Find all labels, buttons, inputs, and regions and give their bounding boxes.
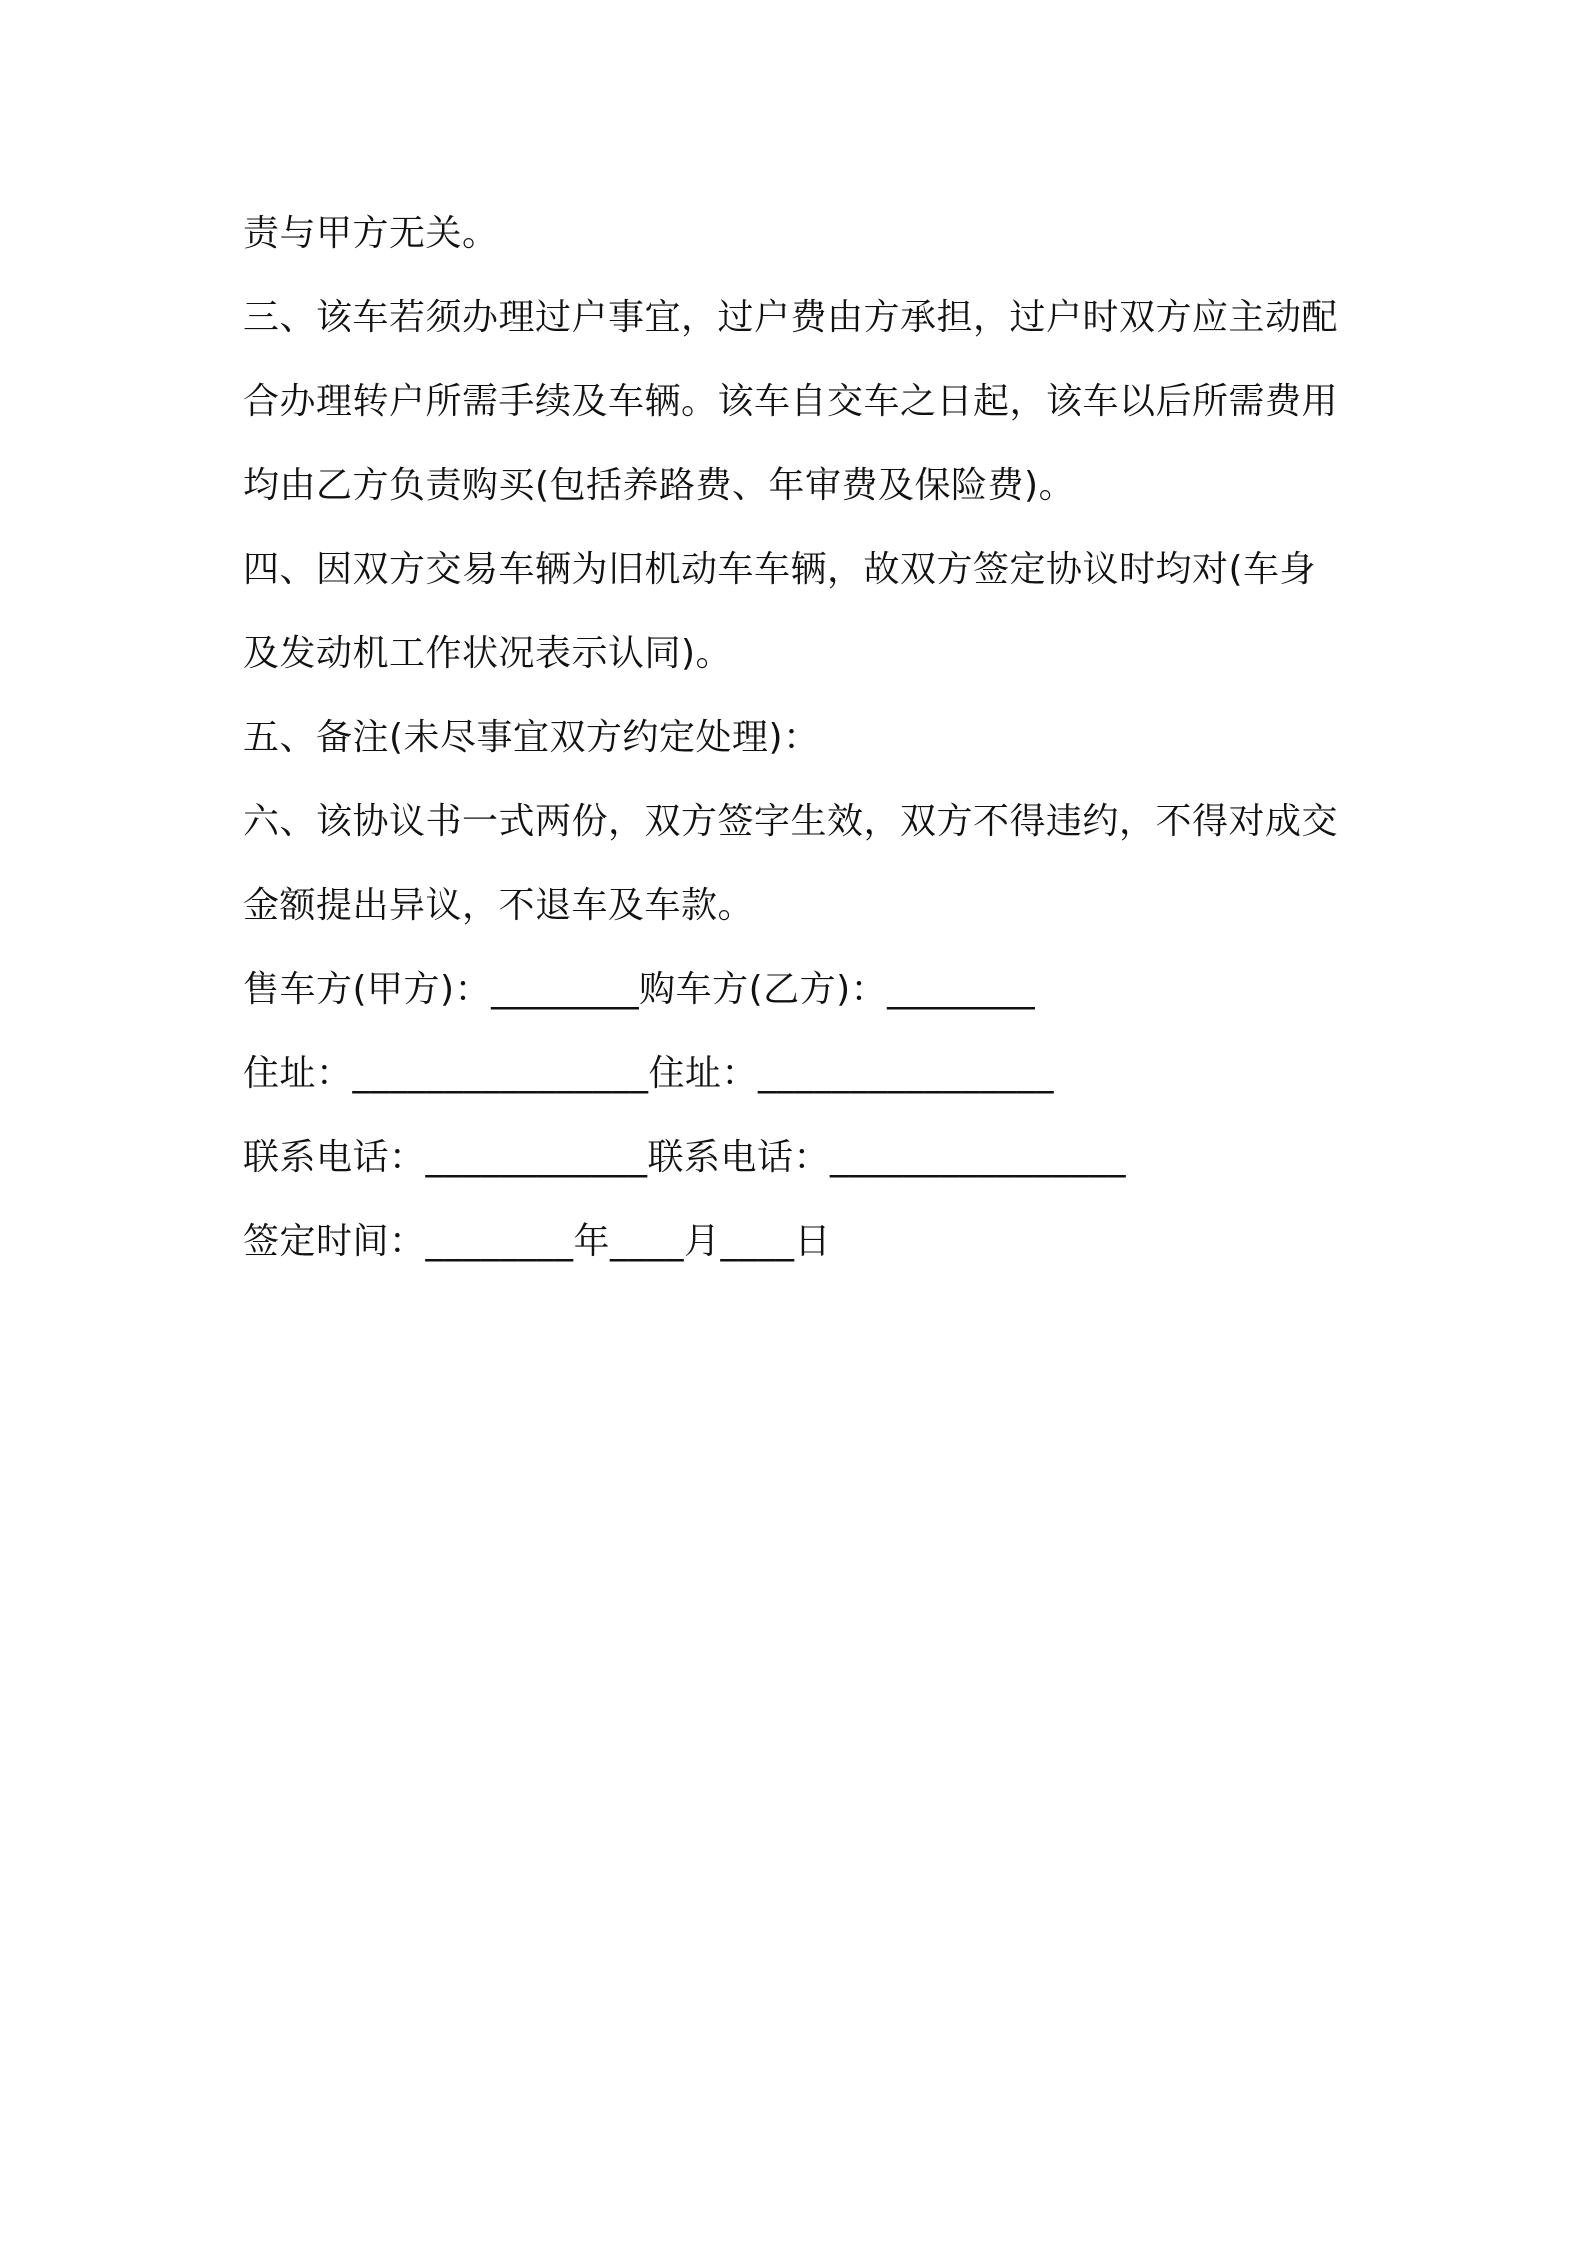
- document-body: [243, 192, 1363, 1284]
- signature-parties: 售车方(甲方)：________购车方(乙方)：________: [243, 969, 1036, 1010]
- paragraph-line: 金额提出异议，不退车及车款。: [243, 885, 755, 926]
- paragraph-line: 四、因双方交易车辆为旧机动车车辆，故双方签定协议时均对(车身: [243, 549, 1317, 590]
- paragraph-line: 均由乙方负责购买(包括养路费、年审费及保险费)。: [243, 465, 1076, 506]
- paragraph-line: 合办理转户所需手续及车辆。该车自交车之日起，该车以后所需费用: [243, 381, 1339, 422]
- paragraph-line: 五、备注(未尽事宜双方约定处理)：: [243, 717, 820, 758]
- paragraph-line: 六、该协议书一式两份，双方签字生效，双方不得违约，不得对成交: [243, 801, 1339, 842]
- paragraph-line: 三、该车若须办理过户事宜，过户费由方承担，过户时双方应主动配: [243, 297, 1339, 338]
- signature-phone: 联系电话：____________联系电话：________________: [243, 1137, 1127, 1178]
- paragraph-line: 责与甲方无关。: [243, 213, 499, 254]
- signature-address: 住址：________________住址：________________: [243, 1053, 1055, 1094]
- signature-date: 签定时间：________年____月____日: [243, 1221, 832, 1262]
- paragraph-line: 及发动机工作状况表示认同)。: [243, 633, 733, 674]
